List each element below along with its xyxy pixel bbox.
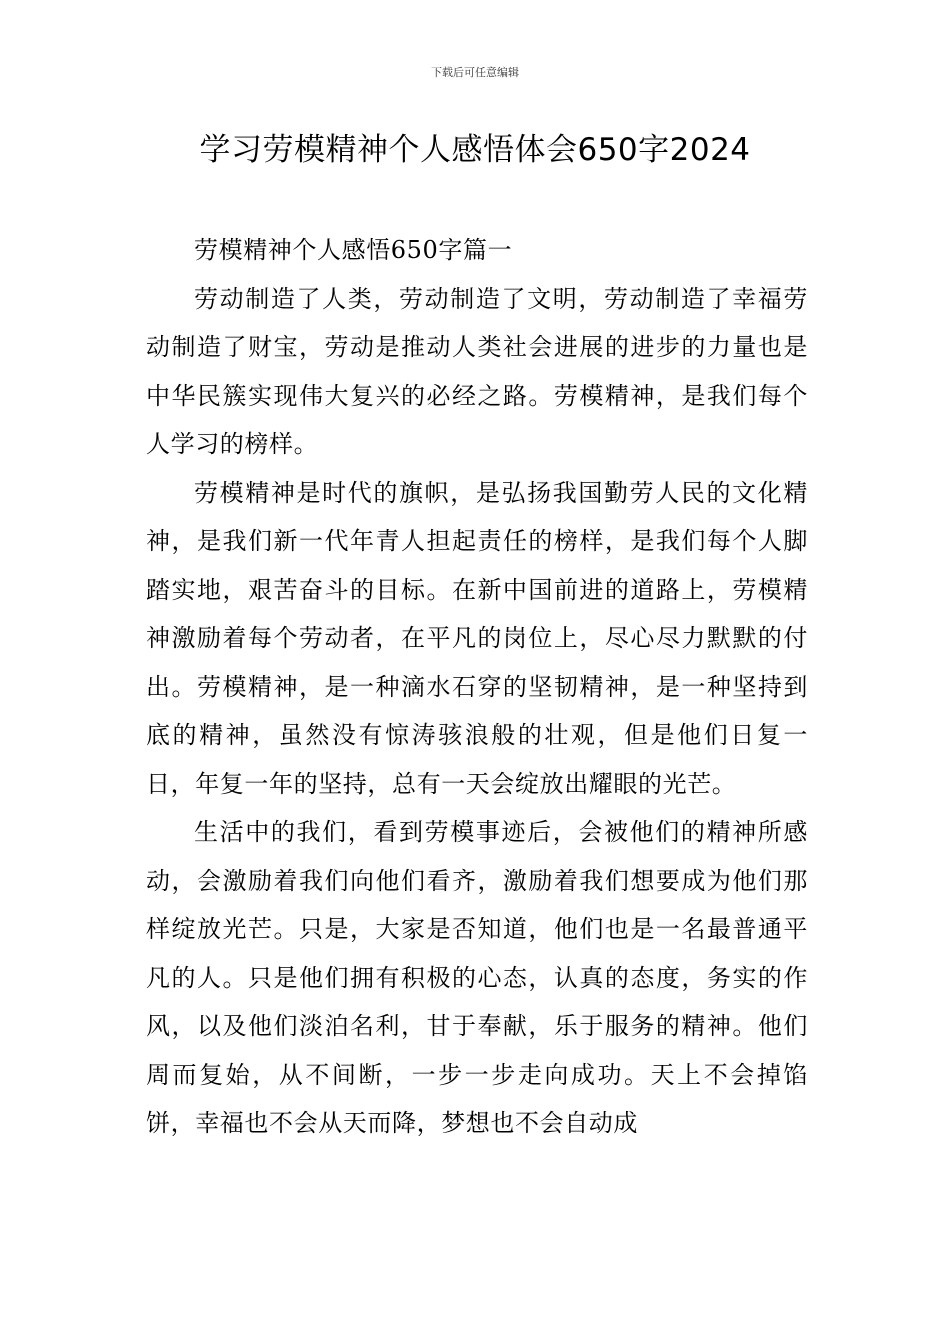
document-title: 学习劳模精神个人感悟体会650字2024 xyxy=(199,132,751,168)
document-body xyxy=(146,226,808,1148)
paragraph: 生活中的我们，看到劳模事迹后，会被他们的精神所感动，会激励着我们向他们看齐，激励着我们想要成为他们那样绽放光芒。只是，大家是否知道，他们也是一名最普通平凡的人。只是他们拥有积极的心态，认真的态度，务实的作风，以及他们淡泊名利，甘于奉献，乐于服务的精神。他们周而复始，从不间断，一步一步走向成功。天上不会掉馅饼，幸福也不会从天而降，梦想也不会自动成 xyxy=(146,818,808,1137)
paragraph: 劳动制造了人类，劳动制造了文明，劳动制造了幸福劳动制造了财宝，劳动是推动人类社会进展的进步的力量也是中华民簇实现伟大复兴的必经之路。劳模精神，是我们每个人学习的榜样。 xyxy=(146,284,808,458)
section-heading: 劳模精神个人感悟650字篇一 xyxy=(194,236,513,264)
header-note: 下载后可任意编辑 xyxy=(431,66,519,79)
paragraph: 劳模精神是时代的旗帜，是弘扬我国勤劳人民的文化精神，是我们新一代年青人担起责任的榜样，是我们每个人脚踏实地，艰苦奋斗的目标。在新中国前进的道路上，劳模精神激励着每个劳动者，在平凡的岗位上，尽心尽力默默的付出。劳模精神，是一种滴水石穿的坚韧精神，是一种坚持到底的精神，虽然没有惊涛骇浪般的壮观，但是他们日复一日，年复一年的坚持，总有一天会绽放出耀眼的光芒。 xyxy=(146,478,808,798)
